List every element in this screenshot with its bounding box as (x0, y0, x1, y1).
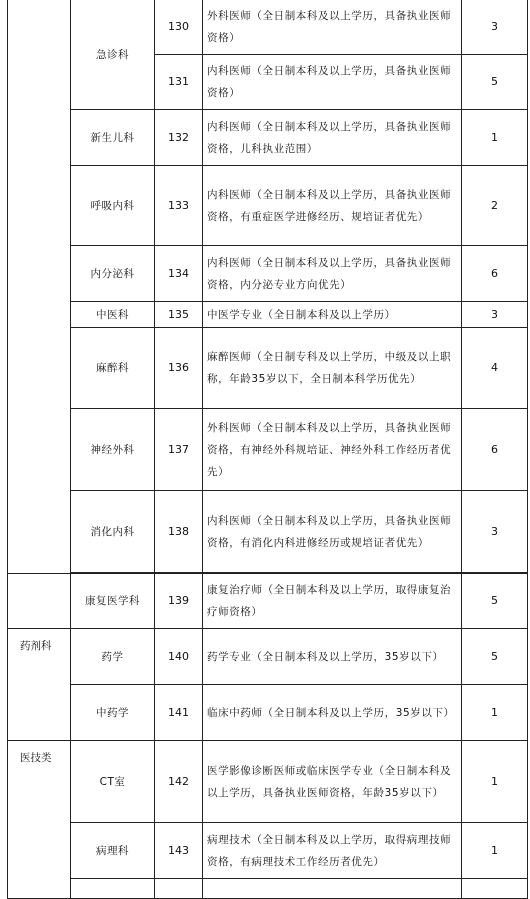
position-code: 140 (155, 629, 203, 685)
category-cell (8, 574, 71, 629)
table-row (8, 685, 528, 741)
requirements-cell: 内科医师（全日制本科及以上学历，具备执业医师资格，儿科执业范围） (203, 110, 462, 166)
position-code: 134 (155, 246, 203, 302)
table-row (8, 409, 528, 491)
table-row (8, 491, 528, 573)
position-code: 138 (155, 491, 203, 573)
position-code: 131 (155, 55, 203, 110)
requirements-cell: 内科医师（全日制本科及以上学历，具备执业医师资格） (203, 55, 462, 110)
table-row (8, 741, 528, 823)
requirements-cell: 药学专业（全日制本科及以上学历，35岁以下） (203, 629, 462, 685)
category-cell (8, 0, 71, 574)
headcount-cell: 6 (462, 246, 528, 302)
requirements-cell: 麻醉医师（全日制专科及以上学历，中级及以上职称，年龄35岁以下，全日制本科学历优先） (203, 328, 462, 409)
department-cell: 新生儿科 (71, 110, 155, 166)
headcount-cell: 2 (462, 166, 528, 246)
category-pharmacy: 药剂科 (8, 629, 71, 741)
table-row (8, 629, 528, 685)
requirements-cell: 医学影像诊断医师或临床医学专业（全日制本科及以上学历，具备执业医师资格，年龄35岁以下） (203, 741, 462, 823)
position-code: 135 (155, 302, 203, 328)
department-cell: 病理科 (71, 823, 155, 879)
position-code: 130 (155, 0, 203, 55)
headcount-cell: 3 (462, 0, 528, 55)
recruitment-table (7, 0, 528, 899)
department-cell: 中医科 (71, 302, 155, 328)
headcount-cell: 1 (462, 823, 528, 879)
requirements-cell: 康复治疗师（全日制本科及以上学历，取得康复治疗师资格） (203, 574, 462, 629)
department-cell: 药学 (71, 629, 155, 685)
department-cell: 消化内科 (71, 491, 155, 573)
requirements-cell: 内科医师（全日制本科及以上学历，具备执业医师资格，内分泌专业方向优先） (203, 246, 462, 302)
headcount-cell: 1 (462, 685, 528, 741)
table-row (8, 302, 528, 328)
table-row (8, 0, 528, 55)
headcount-cell: 4 (462, 328, 528, 409)
headcount-cell: 5 (462, 574, 528, 629)
headcount-cell: 3 (462, 302, 528, 328)
requirements-cell: 内科医师（全日制本科及以上学历，具备执业医师资格，有重症医学进修经历、规培证者优先） (203, 166, 462, 246)
headcount-cell: 3 (462, 491, 528, 573)
headcount-cell: 1 (462, 110, 528, 166)
department-cell: 康复医学科 (71, 574, 155, 629)
position-code: 137 (155, 409, 203, 491)
department-cell: 麻醉科 (71, 328, 155, 409)
requirements-cell: 临床中药师（全日制本科及以上学历，35岁以下） (203, 685, 462, 741)
department-cell: 呼吸内科 (71, 166, 155, 246)
requirements-cell: 中医学专业（全日制本科及以上学历） (203, 302, 462, 328)
table-row (8, 110, 528, 166)
headcount-cell: 5 (462, 55, 528, 110)
position-code: 133 (155, 166, 203, 246)
table-row (8, 246, 528, 302)
department-cell: 神经外科 (71, 409, 155, 491)
requirements-cell: 病理技术（全日制本科及以上学历，取得病理技师资格，有病理技术工作经历者优先） (203, 823, 462, 879)
department-cell: 中药学 (71, 685, 155, 741)
table-row (8, 879, 528, 899)
headcount-cell: 5 (462, 629, 528, 685)
requirements-cell: 内科医师（全日制本科及以上学历，具备执业医师资格，有消化内科进修经历或规培证者优先） (203, 491, 462, 573)
position-code: 136 (155, 328, 203, 409)
position-code: 143 (155, 823, 203, 879)
table-row (8, 166, 528, 246)
table-row (8, 328, 528, 409)
category-medtech: 医技类 (8, 741, 71, 899)
headcount-cell: 6 (462, 409, 528, 491)
requirements-cell: 外科医师（全日制本科及以上学历，具备执业医师资格，有神经外科规培证、神经外科工作经历者优先） (203, 409, 462, 491)
table-row (8, 823, 528, 879)
department-cell: CT室 (71, 741, 155, 823)
position-code: 142 (155, 741, 203, 823)
requirements-cell: 外科医师（全日制本科及以上学历，具备执业医师资格） (203, 0, 462, 55)
department-cell: 内分泌科 (71, 246, 155, 302)
department-cell: 急诊科 (71, 0, 155, 110)
position-code: 139 (155, 574, 203, 629)
position-code: 132 (155, 110, 203, 166)
position-code: 141 (155, 685, 203, 741)
headcount-cell: 1 (462, 741, 528, 823)
table-row (8, 574, 528, 629)
